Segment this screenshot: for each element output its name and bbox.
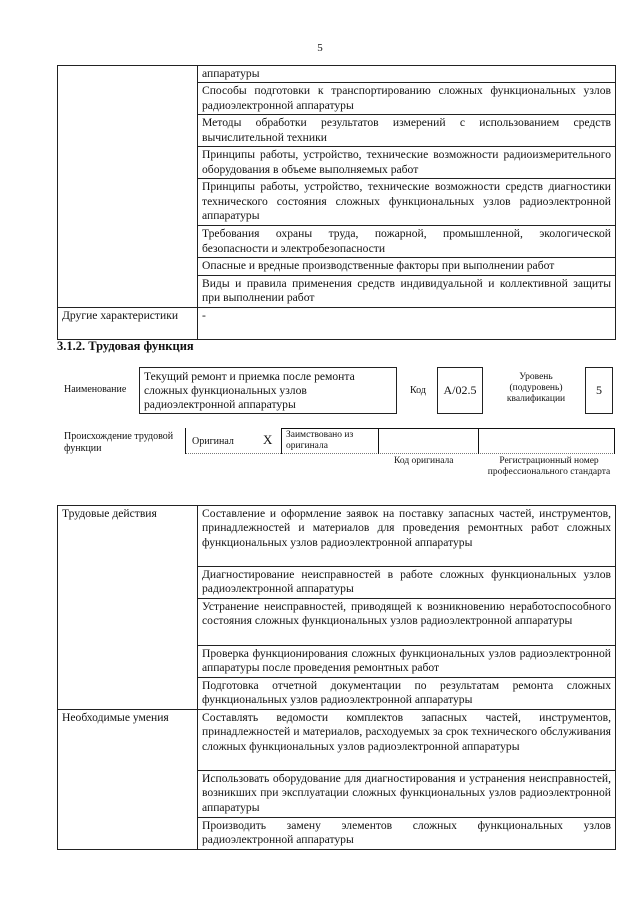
- code-original-label: Код оригинала: [394, 456, 454, 466]
- level-label: Уровень (подуровень) квалификации: [506, 372, 566, 404]
- table-cell: Составлять ведомости комплектов запасных частей, инструментов, принадлежностей и материалов, расходуемых за срок технического обслуживания сложных функциональных узлов радиоэлектронной аппаратуры: [198, 710, 616, 771]
- origin-border: [378, 428, 379, 454]
- other-characteristics-value: -: [198, 307, 616, 339]
- code-label: Код: [410, 385, 426, 396]
- table-row: [58, 506, 616, 567]
- table-cell: Принципы работы, устройство, технические возможности радиоизмерительного оборудования в объеме выполняемых работ: [198, 147, 616, 179]
- table-cell: Составление и оформление заявок на поставку запасных частей, инструментов, принадлежностей и материалов для проведения ремонтных работ сложных функциональных узлов радиоэлектронной аппаратуры: [198, 506, 616, 567]
- labor-functions-table: [57, 505, 616, 850]
- name-label: Наименование: [64, 384, 127, 395]
- table-cell: Виды и правила применения средств индивидуальной и коллективной защиты при выполнении работ: [198, 275, 616, 307]
- origin-dotted-line: [185, 453, 615, 454]
- original-label: Оригинал: [192, 436, 234, 447]
- table-cell: Производить замену элементов сложных функциональных узлов радиоэлектронной аппаратуры: [198, 818, 616, 850]
- table-row: [58, 307, 616, 339]
- table-cell: Принципы работы, устройство, технические возможности средств диагностики технического состояния сложных функциональных узлов радиоэлектронной аппаратуры: [198, 179, 616, 226]
- table-row: [58, 66, 616, 83]
- knowledge-table: [57, 65, 616, 340]
- code-value-box: А/02.5: [437, 367, 483, 414]
- table-cell: Устранение неисправностей, приводящей к возникновению неработоспособного состояния сложных функциональных узлов радиоэлектронной аппаратуры: [198, 599, 616, 646]
- section-heading: 3.1.2. Трудовая функция: [57, 339, 194, 353]
- table-cell: Подготовка отчетной документации по результатам ремонта сложных функциональных узлов радиоэлектронной аппаратуры: [198, 678, 616, 710]
- table-row: [58, 710, 616, 771]
- origin-border: [478, 428, 479, 454]
- table-cell: Диагностирование неисправностей в работе сложных функциональных узлов радиоэлектронной аппаратуры: [198, 567, 616, 599]
- table-cell: Проверка функционирования сложных функциональных узлов радиоэлектронной аппаратуры после проведения ремонтных работ: [198, 646, 616, 678]
- other-characteristics-label: Другие характеристики: [58, 307, 198, 339]
- table-cell: Способы подготовки к транспортированию сложных функциональных узлов радиоэлектронной аппаратуры: [198, 83, 616, 115]
- function-name-box: Текущий ремонт и приемка после ремонта сложных функциональных узлов радиоэлектронной аппаратуры: [139, 367, 397, 414]
- table-cell: аппаратуры: [198, 66, 616, 83]
- borrowed-label: Заимствовано из оригинала: [286, 430, 354, 451]
- section-label-labor-actions: Трудовые действия: [58, 506, 198, 710]
- origin-border: [185, 428, 186, 454]
- origin-label: Происхождение трудовой функции: [64, 431, 174, 454]
- section-label-required-skills: Необходимые умения: [58, 710, 198, 850]
- table-label-cell: [58, 66, 198, 308]
- table-cell: Использовать оборудование для диагностирования и устранения неисправностей, возникших при эксплуатации сложных функциональных узлов радиоэлектронной аппаратуры: [198, 771, 616, 818]
- table-cell: Требования охраны труда, пожарной, промышленной, экологической безопасности и электробезопасности: [198, 226, 616, 258]
- reg-number-label: Регистрационный номер профессионального стандарта: [487, 456, 611, 477]
- origin-border: [614, 428, 615, 454]
- level-value-box: 5: [585, 367, 613, 414]
- origin-border: [281, 428, 282, 454]
- table-cell: Методы обработки результатов измерений с использованием средств вычислительной техники: [198, 115, 616, 147]
- table-cell: Опасные и вредные производственные факторы при выполнении работ: [198, 258, 616, 275]
- origin-border: [281, 428, 615, 429]
- original-mark: X: [263, 432, 273, 447]
- page-number: 5: [317, 42, 323, 54]
